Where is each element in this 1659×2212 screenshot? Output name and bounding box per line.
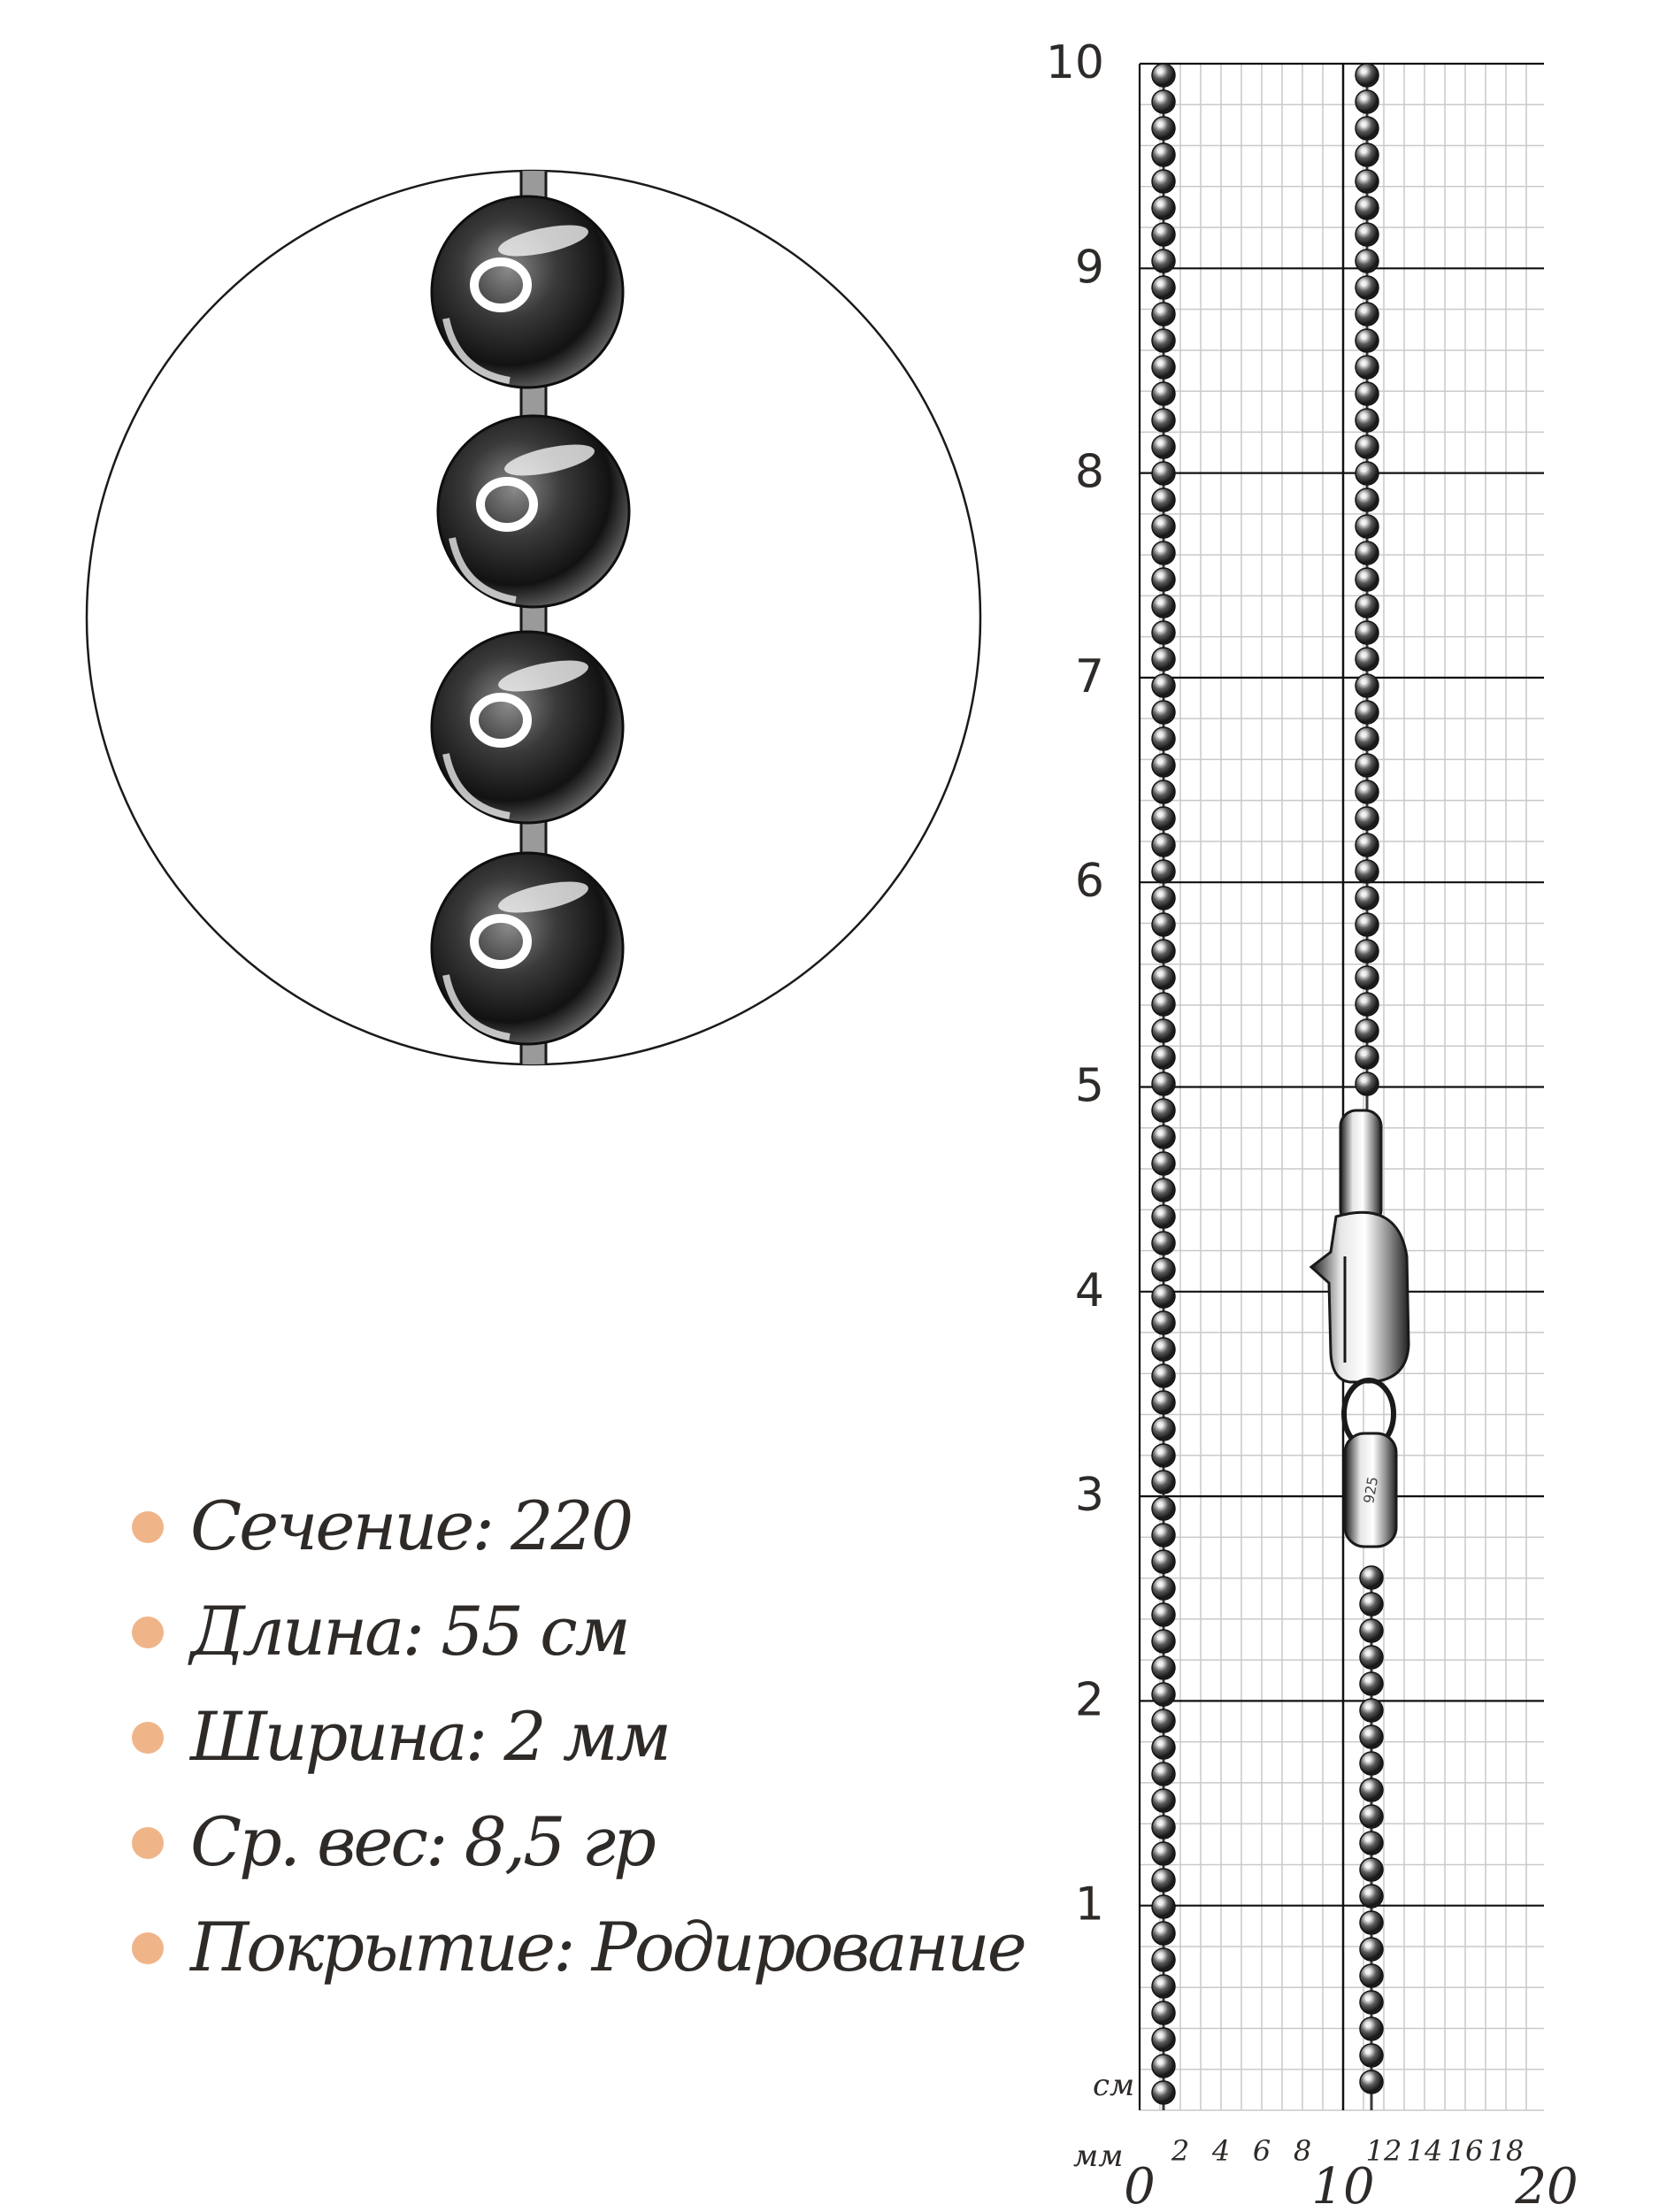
bead	[1152, 1895, 1175, 1918]
mm-major-label: 20	[1515, 2158, 1578, 2212]
bead	[1152, 833, 1175, 856]
bead	[1356, 993, 1379, 1016]
bead	[1356, 382, 1379, 405]
bead	[1152, 515, 1175, 538]
bead	[1360, 2017, 1383, 2040]
bead	[1152, 329, 1175, 352]
bead	[1152, 1417, 1175, 1440]
spec-value: 2 мм	[503, 1697, 669, 1776]
bead	[1152, 1577, 1175, 1600]
bead	[1152, 1736, 1175, 1759]
bead	[1360, 1672, 1383, 1695]
bead	[1152, 1763, 1175, 1786]
bead	[1152, 940, 1175, 963]
bead	[1152, 727, 1175, 750]
bead	[1356, 515, 1379, 538]
bead	[1152, 1072, 1175, 1095]
bead	[1356, 143, 1379, 166]
cm-tick-label: 10	[1045, 36, 1104, 89]
bead	[1356, 940, 1379, 963]
bead	[1360, 1832, 1383, 1855]
cm-tick-label: 4	[1074, 1263, 1104, 1317]
bead	[1356, 1046, 1379, 1069]
bead	[1152, 860, 1175, 883]
bullet-dot-icon	[132, 1827, 164, 1859]
bead	[1152, 1550, 1175, 1573]
bead	[1152, 382, 1175, 405]
bead	[1152, 2001, 1175, 2024]
mm-unit-label: мм	[1073, 2139, 1124, 2174]
bead	[1152, 2028, 1175, 2051]
bead	[1356, 329, 1379, 352]
bullet-dot-icon	[132, 1932, 164, 1964]
bead	[1356, 648, 1379, 671]
spec-width	[128, 1684, 1013, 1789]
spec-section	[128, 1473, 1013, 1578]
bead	[1356, 250, 1379, 273]
bead	[1152, 966, 1175, 989]
bead	[1152, 2055, 1175, 2078]
cm-tick-label: 9	[1074, 241, 1104, 295]
bead	[1356, 303, 1379, 326]
bead	[1360, 1885, 1383, 1908]
cm-tick-label: 7	[1074, 649, 1104, 703]
spec-value: 220	[511, 1486, 632, 1565]
bead	[1360, 1858, 1383, 1881]
bead	[1360, 1778, 1383, 1801]
bead	[1356, 90, 1379, 113]
bead	[1152, 541, 1175, 565]
bead	[1152, 1709, 1175, 1732]
spec-weight	[128, 1789, 1013, 1894]
bead	[1356, 64, 1379, 87]
cm-tick-label: 1	[1074, 1878, 1104, 1932]
bead	[1152, 1630, 1175, 1653]
bead	[1152, 1046, 1175, 1069]
bead	[1360, 1911, 1383, 1934]
bead-chain-icon	[1152, 64, 1175, 2110]
bead	[1356, 966, 1379, 989]
mm-tick-label: 4	[1211, 2134, 1231, 2168]
bead	[1152, 488, 1175, 511]
lobster-clasp-icon	[1311, 1110, 1409, 1547]
bead	[1360, 1964, 1383, 1987]
bead	[1152, 1497, 1175, 1520]
bead	[1152, 409, 1175, 432]
bead	[1152, 1311, 1175, 1334]
bullet-dot-icon	[132, 1511, 164, 1543]
bead	[1360, 1619, 1383, 1642]
bead	[1152, 1975, 1175, 1998]
bead	[1356, 674, 1379, 697]
bead	[1356, 541, 1379, 565]
bead	[1152, 1656, 1175, 1679]
bead	[1356, 754, 1379, 777]
bead	[1356, 913, 1379, 936]
mm-major-label: 0	[1124, 2158, 1156, 2212]
mm-tick-label: 16	[1447, 2134, 1484, 2168]
bead	[1356, 276, 1379, 299]
bead	[1152, 1603, 1175, 1626]
bead	[1152, 913, 1175, 936]
bead	[1152, 435, 1175, 458]
spec-label: Длина:	[190, 1592, 423, 1671]
bead	[1152, 356, 1175, 379]
bead	[1152, 462, 1175, 485]
mm-major-label: 10	[1311, 2158, 1375, 2212]
bead	[1360, 1991, 1383, 2014]
bullet-dot-icon	[132, 1617, 164, 1648]
spec-coating	[128, 1894, 1025, 2000]
mm-tick-label: 2	[1171, 2134, 1190, 2168]
cm-tick-label: 8	[1074, 445, 1104, 499]
bead	[1356, 701, 1379, 724]
bead	[1152, 754, 1175, 777]
bead	[1360, 2070, 1383, 2093]
bead	[1152, 1099, 1175, 1122]
spec-value: 8,5 гр	[464, 1802, 654, 1881]
bead	[1152, 1391, 1175, 1414]
bead	[1360, 1752, 1383, 1775]
bead	[1152, 1816, 1175, 1839]
bead	[1356, 727, 1379, 750]
bead	[1152, 1179, 1175, 1202]
mm-tick-label: 14	[1406, 2134, 1443, 2168]
bead	[1360, 1593, 1383, 1616]
bead	[1152, 1125, 1175, 1148]
bead	[1360, 1805, 1383, 1828]
bead	[1360, 1646, 1383, 1669]
bead	[1360, 1566, 1383, 1589]
bead	[1356, 1019, 1379, 1042]
bead	[1152, 648, 1175, 671]
bead	[1152, 170, 1175, 193]
bead	[1356, 488, 1379, 511]
bead	[1356, 462, 1379, 485]
bead	[1356, 568, 1379, 591]
cm-tick-label: 6	[1074, 855, 1104, 909]
svg-text:925: 925	[1360, 1475, 1382, 1505]
bead	[1360, 1699, 1383, 1722]
bead	[1360, 2044, 1383, 2067]
bead	[1152, 276, 1175, 299]
bead	[1356, 595, 1379, 618]
cm-unit-label: см	[1093, 2068, 1135, 2103]
bead	[1152, 1524, 1175, 1547]
bead	[1152, 701, 1175, 724]
bead	[1356, 780, 1379, 803]
bead	[1356, 117, 1379, 140]
bead	[1152, 674, 1175, 697]
bead	[1152, 1471, 1175, 1494]
cm-tick-label: 5	[1074, 1059, 1104, 1113]
bead	[1356, 170, 1379, 193]
bead	[1356, 223, 1379, 246]
bead	[1356, 435, 1379, 458]
mm-tick-labels	[1124, 2134, 1578, 2212]
bead	[1152, 64, 1175, 87]
bead	[1152, 1258, 1175, 1281]
bead	[1356, 621, 1379, 644]
bead-chain-closeup-icon	[87, 159, 980, 1079]
bead	[1356, 409, 1379, 432]
cm-tick-label: 3	[1074, 1469, 1104, 1523]
bead	[1152, 250, 1175, 273]
bead	[1152, 1364, 1175, 1387]
bead	[1152, 1152, 1175, 1175]
bead	[1152, 196, 1175, 219]
bead	[1152, 1232, 1175, 1255]
bead	[1356, 196, 1379, 219]
bead	[1152, 807, 1175, 830]
bead	[1152, 1338, 1175, 1361]
bead	[1152, 223, 1175, 246]
product-specs-list	[128, 1473, 1025, 2000]
bead	[1360, 1725, 1383, 1748]
mm-tick-label: 6	[1252, 2134, 1271, 2168]
spec-length	[128, 1578, 1013, 1684]
bead	[1356, 860, 1379, 883]
bead	[1152, 1683, 1175, 1706]
bead	[1152, 568, 1175, 591]
cm-tick-labels	[1046, 36, 1104, 1932]
spec-label: Покрытие:	[190, 1908, 573, 1986]
bead	[1152, 1205, 1175, 1228]
bead	[1152, 887, 1175, 910]
bead	[1152, 1842, 1175, 1865]
bead	[1152, 143, 1175, 166]
measurement-ruler	[1046, 36, 1578, 2212]
spec-value: Родирование	[591, 1908, 1025, 1986]
bead	[1152, 621, 1175, 644]
bead	[1356, 887, 1379, 910]
bead	[1152, 595, 1175, 618]
bead	[1152, 117, 1175, 140]
bullet-dot-icon	[132, 1722, 164, 1754]
bead	[1152, 90, 1175, 113]
bead	[1360, 1938, 1383, 1961]
bead	[1152, 1869, 1175, 1892]
bead	[1356, 833, 1379, 856]
mm-tick-label: 8	[1293, 2134, 1312, 2168]
bead	[1152, 2081, 1175, 2104]
mm-tick-label: 12	[1365, 2134, 1402, 2168]
mm-tick-label: 18	[1487, 2134, 1525, 2168]
bead	[1152, 1444, 1175, 1467]
bead	[1356, 807, 1379, 830]
bead	[1152, 1789, 1175, 1812]
bead	[1152, 1019, 1175, 1042]
bead	[1152, 780, 1175, 803]
spec-label: Ширина:	[190, 1697, 486, 1776]
spec-label: Ср. вес:	[190, 1802, 446, 1881]
bead	[1152, 1922, 1175, 1945]
bead	[1356, 356, 1379, 379]
spec-label: Сечение:	[190, 1486, 492, 1565]
bead	[1152, 1285, 1175, 1308]
bead	[1356, 1072, 1379, 1095]
spec-value: 55 см	[441, 1592, 628, 1671]
bead	[1152, 303, 1175, 326]
bead	[1152, 993, 1175, 1016]
bead	[1152, 1948, 1175, 1971]
cm-tick-label: 2	[1074, 1673, 1104, 1727]
